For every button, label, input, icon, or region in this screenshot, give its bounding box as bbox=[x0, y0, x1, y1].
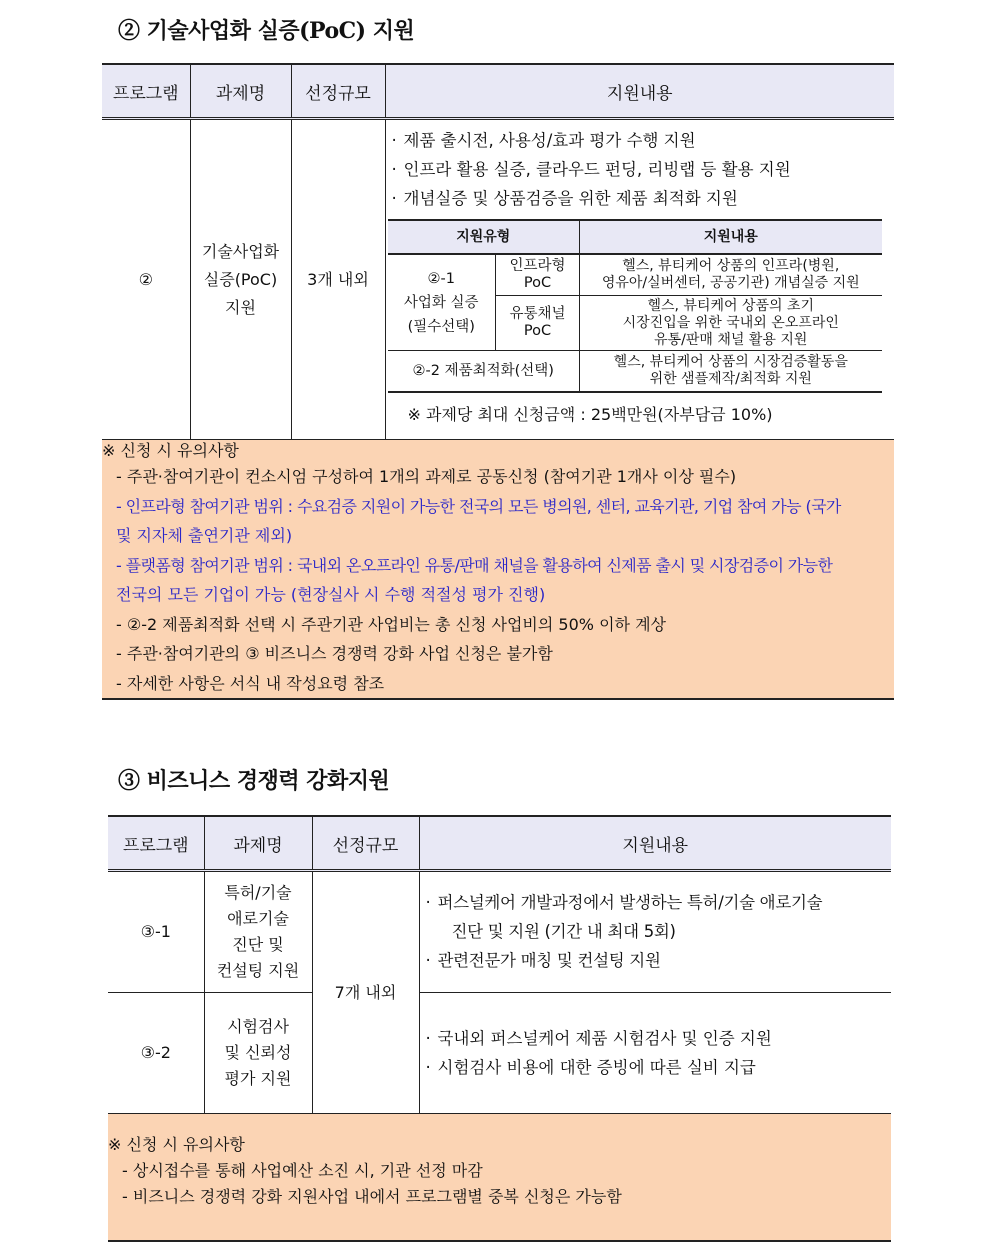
inner-header-content: 지원내용 bbox=[580, 220, 882, 254]
header-task-name: 과제명 bbox=[204, 816, 312, 871]
list-item: · 관련전문가 매칭 및 컨설팅 지원 bbox=[425, 951, 661, 970]
task-name-cell: 기술사업화 실증(PoC) 지원 bbox=[190, 119, 291, 440]
notes-row bbox=[102, 440, 894, 700]
list-item: · 국내외 퍼스널케어 제품 시험검사 및 인증 지원 bbox=[425, 1029, 772, 1048]
header-program: 프로그램 bbox=[108, 816, 204, 871]
notes-title: ※ 신청 시 유의사항 bbox=[102, 441, 239, 460]
inner-header-type: 지원유형 bbox=[388, 220, 580, 254]
list-item: · 개념실증 및 상품검증을 위한 제품 최적화 지원 bbox=[391, 189, 738, 208]
section2-title: ② 기술사업화 실증(PoC) 지원 bbox=[118, 18, 415, 44]
list-item: 전국의 모든 기업이 가능 (현장실사 시 수행 적절성 평가 진행) bbox=[116, 585, 546, 604]
section3-title: ③ 비즈니스 경쟁력 강화지원 bbox=[118, 768, 390, 794]
optimization-label-cell: ②-2 제품최적화(선택) bbox=[388, 351, 580, 393]
list-item: - 상시접수를 통해 사업예산 소진 시, 기관 선정 마감 bbox=[122, 1161, 483, 1180]
type-cell: 유통채널 PoC bbox=[496, 296, 580, 351]
list-item: · 퍼스널케어 개발과정에서 발생하는 특허/기술 애로기술 bbox=[425, 893, 823, 912]
list-item: - 비즈니스 경쟁력 강화 지원사업 내에서 프로그램별 중복 신청은 가능함 bbox=[122, 1187, 622, 1206]
list-item: 진단 및 지원 (기간 내 최대 5회) bbox=[451, 922, 676, 941]
list-item: - ②-2 제품최적화 선택 시 주관기관 사업비는 총 신청 사업비의 50% 이하 계상 bbox=[116, 614, 666, 634]
list-item: · 제품 출시전, 사용성/효과 평가 수행 지원 bbox=[391, 131, 696, 150]
support-content-cell bbox=[385, 119, 894, 440]
list-item: - 주관·참여기관의 ③ 비즈니스 경쟁력 강화 사업 신청은 불가함 bbox=[116, 644, 553, 663]
header-support-content: 지원내용 bbox=[385, 64, 894, 119]
support-type-table bbox=[388, 219, 882, 393]
header-program: 프로그램 bbox=[102, 64, 190, 119]
support-content-cell bbox=[419, 871, 891, 993]
max-amount-note: ※ 과제당 최대 신청금액 : 25백만원(자부담금 10%) bbox=[407, 405, 773, 424]
header-scale: 선정규모 bbox=[312, 816, 419, 871]
header-task-name: 과제명 bbox=[190, 64, 291, 119]
poc-support-table bbox=[102, 63, 894, 700]
table-row bbox=[108, 993, 891, 1114]
notes-row bbox=[108, 1114, 891, 1242]
list-item: 및 지자체 출연기관 제외) bbox=[116, 526, 293, 545]
list-item: - 플랫폼형 참여기관 범위 : 국내외 온오프라인 유통/판매 채널을 활용하여 신제품 출시 및 시장검증이 가능한 bbox=[116, 555, 833, 575]
table-header-row bbox=[102, 64, 894, 119]
task-name-cell: 시험검사 및 신뢰성 평가 지원 bbox=[204, 993, 312, 1114]
content-cell: 헬스, 뷰티케어 상품의 인프라(병원, 영유아/실버센터, 공공기관) 개념실증 지원 bbox=[580, 254, 882, 296]
support-bullets bbox=[386, 120, 895, 213]
support-content-cell bbox=[419, 993, 891, 1114]
list-item: · 인프라 활용 실증, 클라우드 펀딩, 리빙랩 등 활용 지원 bbox=[391, 160, 791, 179]
program-cell: ③-2 bbox=[108, 993, 204, 1114]
group-label-cell: ②-1 사업화 실증 (필수선택) bbox=[388, 254, 496, 351]
content-cell: 헬스, 뷰티케어 상품의 시장검증활동을 위한 샘플제작/최적화 지원 bbox=[580, 351, 882, 393]
header-support-content: 지원내용 bbox=[419, 816, 891, 871]
program-cell: ③-1 bbox=[108, 871, 204, 993]
type-cell: 인프라형 PoC bbox=[496, 254, 580, 296]
notes-box bbox=[108, 1114, 891, 1242]
notes-title: ※ 신청 시 유의사항 bbox=[108, 1135, 245, 1154]
notes-box bbox=[102, 440, 894, 700]
table-header-row bbox=[108, 816, 891, 871]
scale-cell: 3개 내외 bbox=[291, 119, 385, 440]
list-item: · 시험검사 비용에 대한 증빙에 따른 실비 지급 bbox=[425, 1058, 756, 1077]
task-name-cell: 특허/기술 애로기술 진단 및 컨설팅 지원 bbox=[204, 871, 312, 993]
header-scale: 선정규모 bbox=[291, 64, 385, 119]
program-cell: ② bbox=[102, 119, 190, 440]
list-item: - 주관·참여기관이 컨소시엄 구성하여 1개의 과제로 공동신청 (참여기관 1개사 이상 필수) bbox=[116, 467, 737, 486]
scale-cell: 7개 내외 bbox=[312, 871, 419, 1114]
table-row bbox=[102, 119, 894, 440]
table-row bbox=[108, 871, 891, 993]
content-cell: 헬스, 뷰티케어 상품의 초기 시장진입을 위한 국내외 온오프라인 유통/판매 채널 활용 지원 bbox=[580, 296, 882, 351]
business-competitiveness-table bbox=[108, 815, 891, 1242]
list-item: - 인프라형 참여기관 범위 : 수요검증 지원이 가능한 전국의 모든 병의원, 센터, 교육기관, 기업 참여 가능 (국가 bbox=[116, 496, 841, 516]
list-item: - 자세한 사항은 서식 내 작성요령 참조 bbox=[116, 673, 385, 693]
